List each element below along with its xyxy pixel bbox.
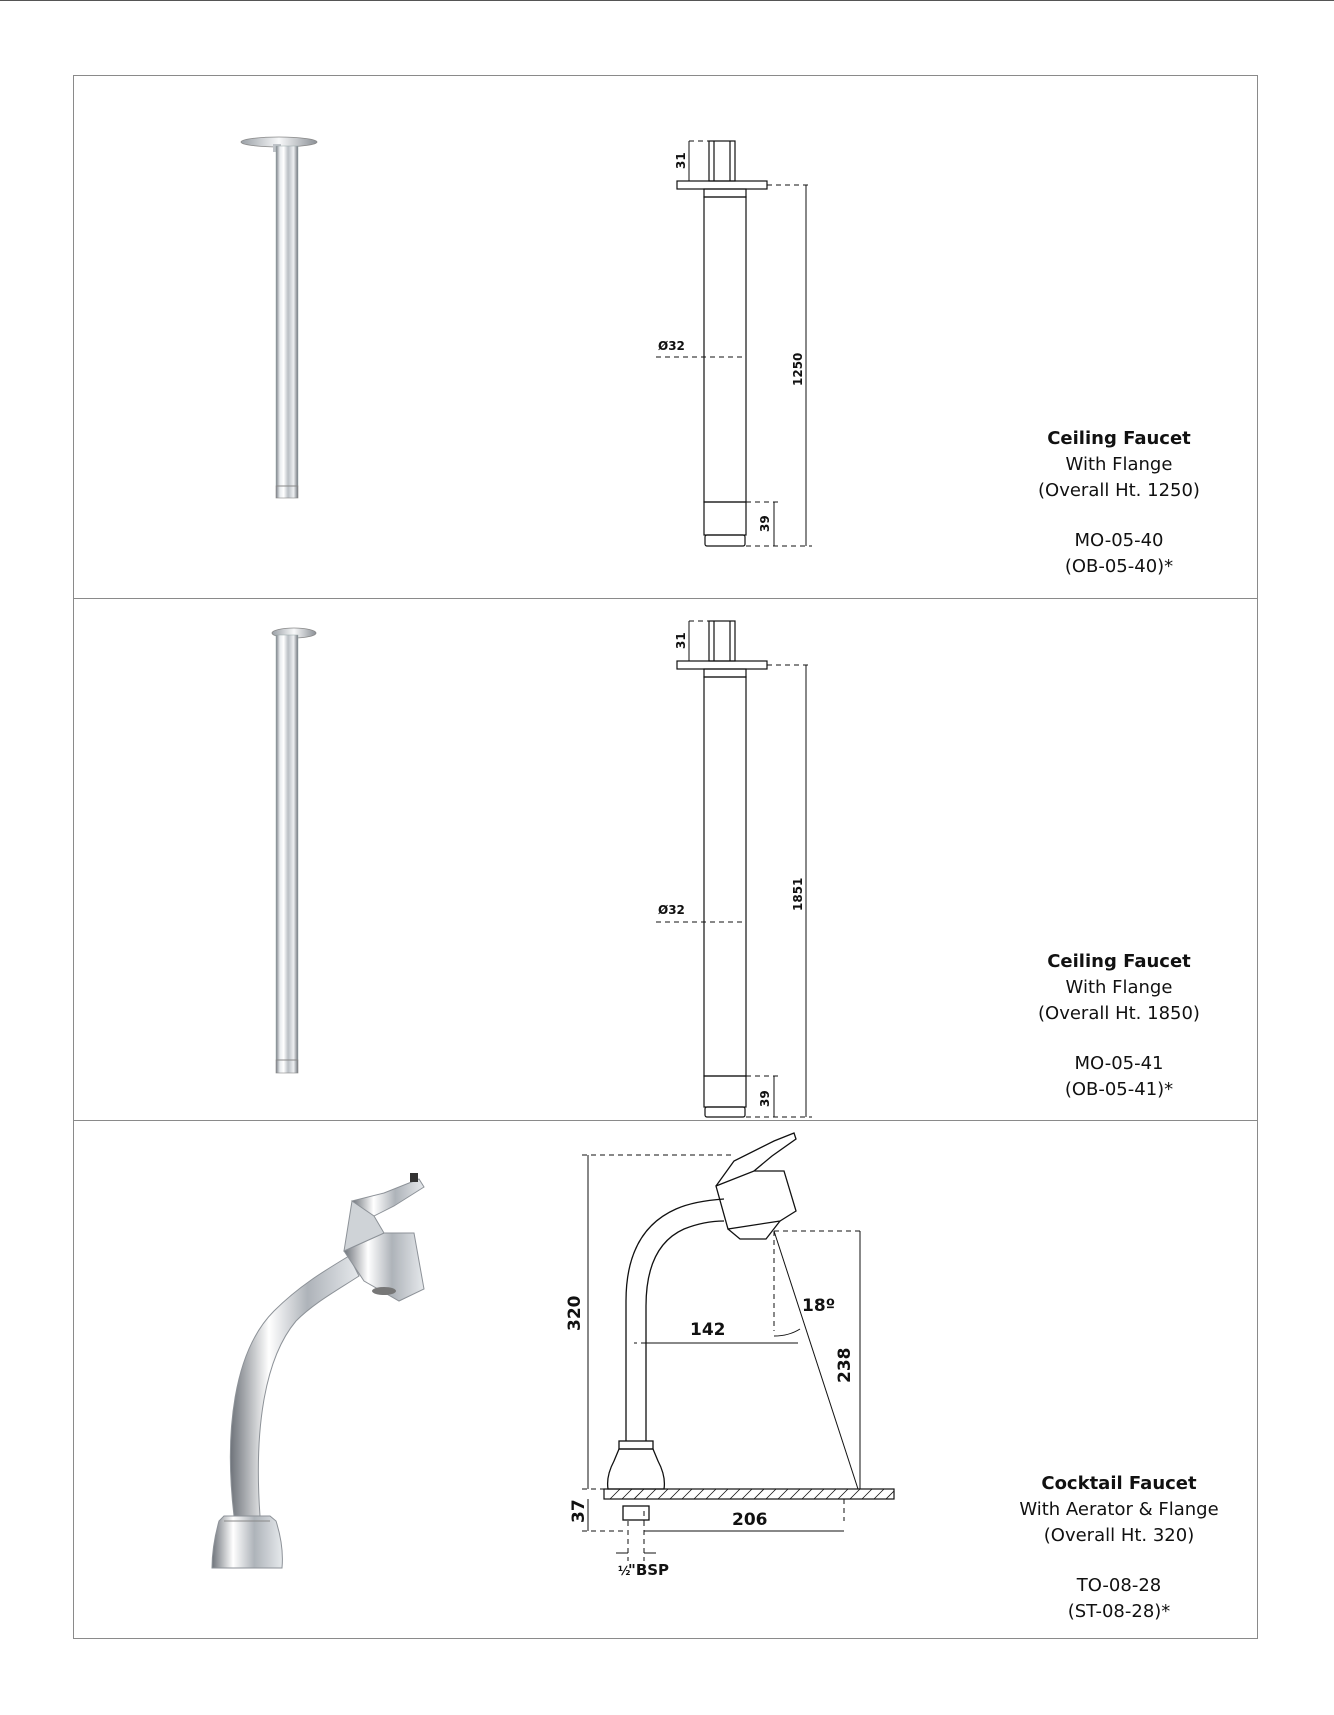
product-title: Ceiling Faucet	[1047, 428, 1191, 449]
product-photo	[74, 76, 474, 598]
dim-top: 31	[674, 632, 688, 649]
dimension-drawing	[544, 599, 1064, 1121]
dim-height: 320	[565, 1295, 585, 1331]
dim-base: 37	[569, 1499, 589, 1523]
product-title: Cocktail Faucet	[1041, 1473, 1197, 1494]
dim-thread: "BSP	[628, 1561, 670, 1579]
ceiling-faucet-photo	[74, 599, 474, 1121]
product-feature: With Flange	[1065, 454, 1173, 475]
dim-overall: 1250	[791, 352, 805, 386]
ceiling-faucet-photo	[74, 76, 474, 598]
product-row-1	[74, 76, 1257, 598]
technical-drawing	[544, 76, 1064, 598]
product-alt-code: (OB-05-41)*	[1064, 1079, 1174, 1100]
product-alt-code: (OB-05-40)*	[1064, 556, 1174, 577]
product-code: MO-05-41	[1074, 1053, 1164, 1074]
product-sheet	[73, 75, 1258, 1639]
dim-depth: 206	[732, 1510, 768, 1530]
thread-nipple	[709, 621, 735, 661]
product-height-note: (Overall Ht. 1250)	[1038, 480, 1200, 501]
product-info	[994, 949, 1244, 1103]
product-feature: With Flange	[1065, 977, 1173, 998]
product-row-3	[74, 1120, 1257, 1640]
product-code: TO-08-28	[1076, 1575, 1162, 1596]
product-photo	[74, 599, 474, 1120]
dim-top: 31	[674, 152, 688, 169]
technical-drawing	[544, 1121, 1064, 1640]
dim-reach: 142	[690, 1320, 726, 1340]
flange	[677, 181, 767, 189]
tube	[704, 197, 746, 502]
dimension-drawing	[544, 76, 1064, 598]
dim-diameter: Ø32	[658, 339, 685, 353]
product-alt-code: (ST-08-28)*	[1067, 1601, 1171, 1622]
product-feature: With Aerator & Flange	[1019, 1499, 1219, 1520]
dim-overall: 1851	[791, 877, 805, 911]
dim-bottom: 39	[758, 515, 772, 532]
product-height-note: (Overall Ht. 1850)	[1038, 1003, 1200, 1024]
product-row-2	[74, 598, 1257, 1120]
product-info	[994, 1471, 1244, 1625]
flange	[677, 661, 767, 669]
thread-nipple	[709, 141, 735, 181]
dim-thread-fraction: ½	[618, 1564, 631, 1578]
dim-bottom: 39	[758, 1090, 772, 1107]
product-title: Ceiling Faucet	[1047, 951, 1191, 972]
tube	[704, 677, 746, 1076]
cocktail-faucet-photo	[74, 1121, 474, 1641]
dimension-drawing	[544, 1121, 1064, 1641]
page-top-rule	[0, 0, 1334, 1]
product-code: MO-05-40	[1074, 530, 1164, 551]
product-info	[994, 426, 1244, 580]
product-photo	[74, 1121, 474, 1640]
technical-drawing	[544, 599, 1064, 1120]
dim-spout-height: 238	[835, 1347, 855, 1383]
product-height-note: (Overall Ht. 320)	[1043, 1525, 1195, 1546]
dim-angle: 18º	[802, 1296, 836, 1316]
dim-diameter: Ø32	[658, 903, 685, 917]
